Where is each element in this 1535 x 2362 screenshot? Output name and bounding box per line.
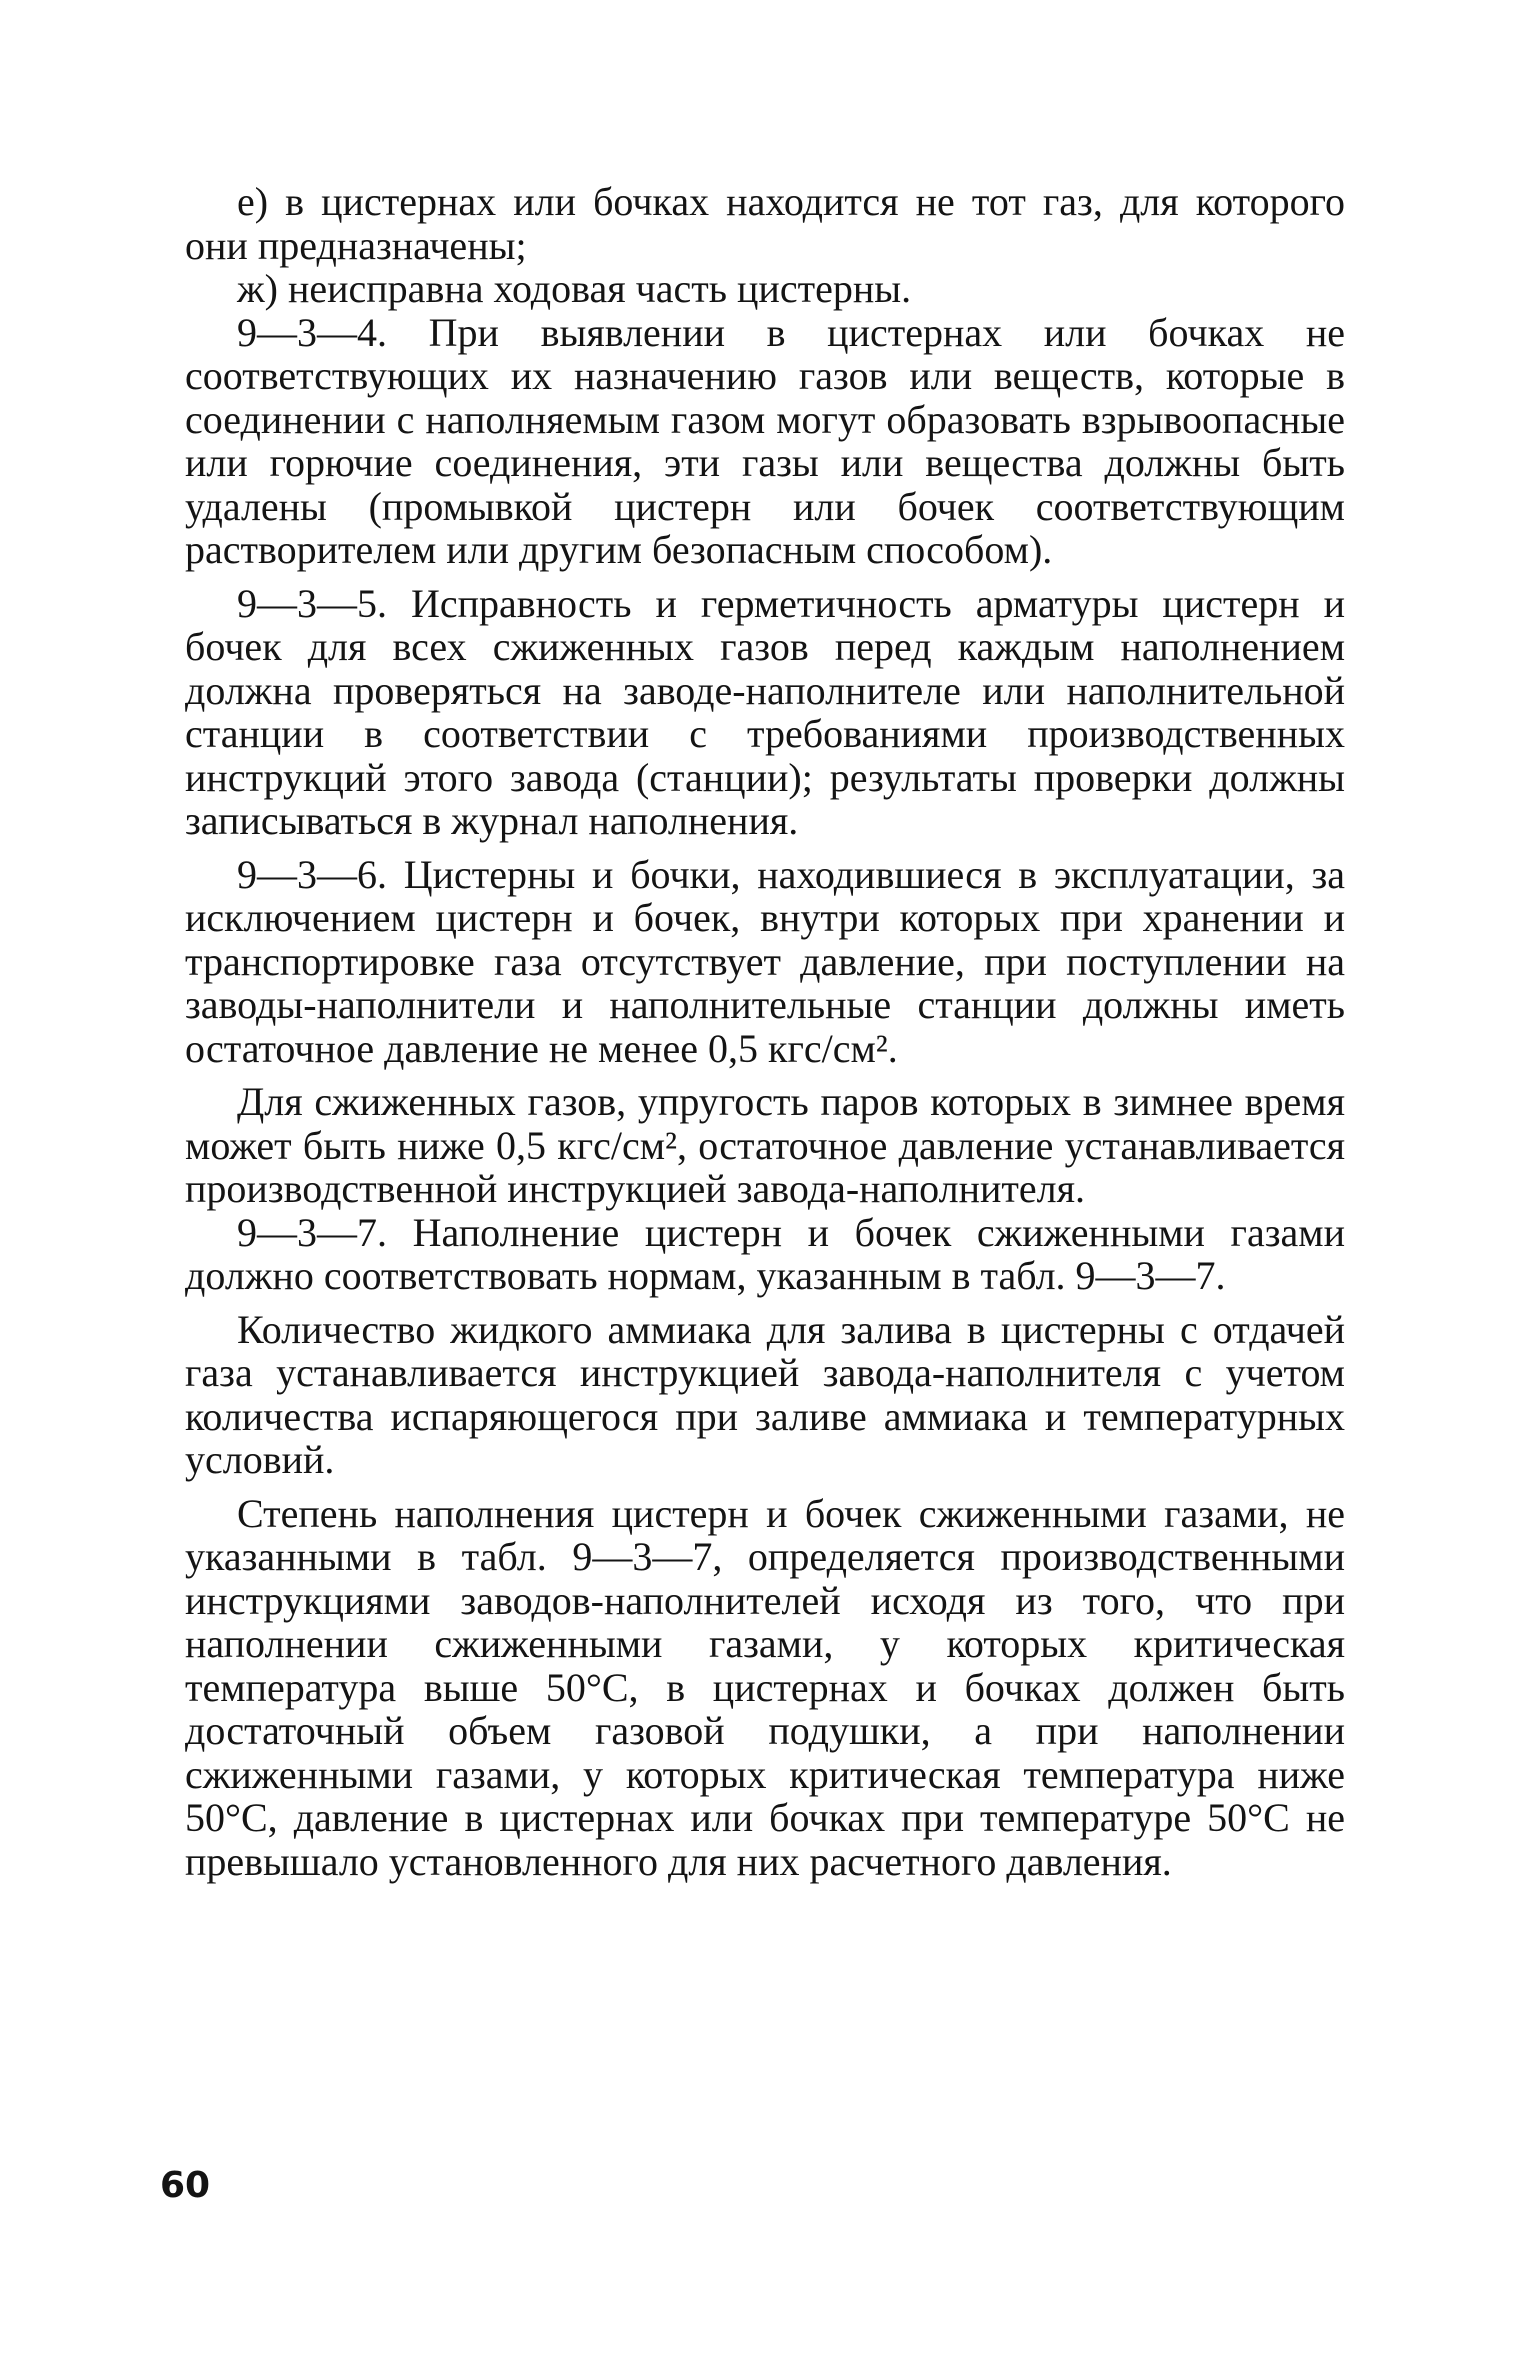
page-number: 60 (160, 2165, 211, 2206)
paragraph-item-zh: ж) неисправна ходовая часть цистерны. (237, 266, 912, 311)
paragraph-9-3-7: 9—3—7. Наполнение цистерн и бочек сжиженными газами должно соответствовать нормам, указанным в табл. 9—3—7. (185, 1209, 1345, 1298)
body-text (185, 180, 1345, 1883)
paragraph-item-e: е) в цистернах или бочках находится не тот газ, для которого они предназначены; (185, 179, 1345, 268)
paragraph-9-3-4: 9—3—4. При выявлении в цистернах или бочках не соответствующих их назначению газов или веществ, которые в соединении с наполняемым газом могут образовать взрывоопасные или горючие соединения, эти газы или вещества должны быть удалены (промывкой цистерн или бочек соответствующим растворителем или другим безопасным способом). (185, 309, 1345, 572)
paragraph-9-3-5: 9—3—5. Исправность и герметичность арматуры цистерн и бочек для всех сжиженных газов перед каждым наполнением должна проверяться на заводе-наполнителе или наполнительной станции в соответствии с требованиями производственных инструкций этого завода (станции); результаты проверки должны записываться в журнал наполнения. (185, 580, 1345, 843)
paragraph-ammonia: Количество жидкого аммиака для залива в цистерны с отдачей газа устанавливается инструкцией завода-наполнителя с учетом количества испаряющегося при заливе аммиака и температурных условий. (185, 1306, 1345, 1482)
paragraph-residual-pressure: Для сжиженных газов, упругость паров которых в зимнее время может быть ниже 0,5 кгс/см², остаточное давление устанавливается производственной инструкцией завода-наполнителя. (185, 1079, 1345, 1211)
paragraph-9-3-6: 9—3—6. Цистерны и бочки, находившиеся в эксплуатации, за исключением цистерн и бочек, внутри которых при хранении и транспортировке газа отсутствует давление, при поступлении на заводы-наполнители и наполнительные станции должны иметь остаточное давление не менее 0,5 кгс/см². (185, 851, 1345, 1071)
paragraph-filling-degree: Степень наполнения цистерн и бочек сжиженными газами, не указанными в табл. 9—3—7, определяется производственными инструкциями заводов-наполнителей исходя из того, что при наполнении сжиженными газами, у которых критическая температура выше 50°С, в цистернах и бочках должен быть достаточный объем газовой подушки, а при наполнении сжиженными газами, у которых критическая температура ниже 50°С, давление в цистернах или бочках при температуре 50°С не превышало установленного для них расчетного давления. (185, 1490, 1345, 1884)
